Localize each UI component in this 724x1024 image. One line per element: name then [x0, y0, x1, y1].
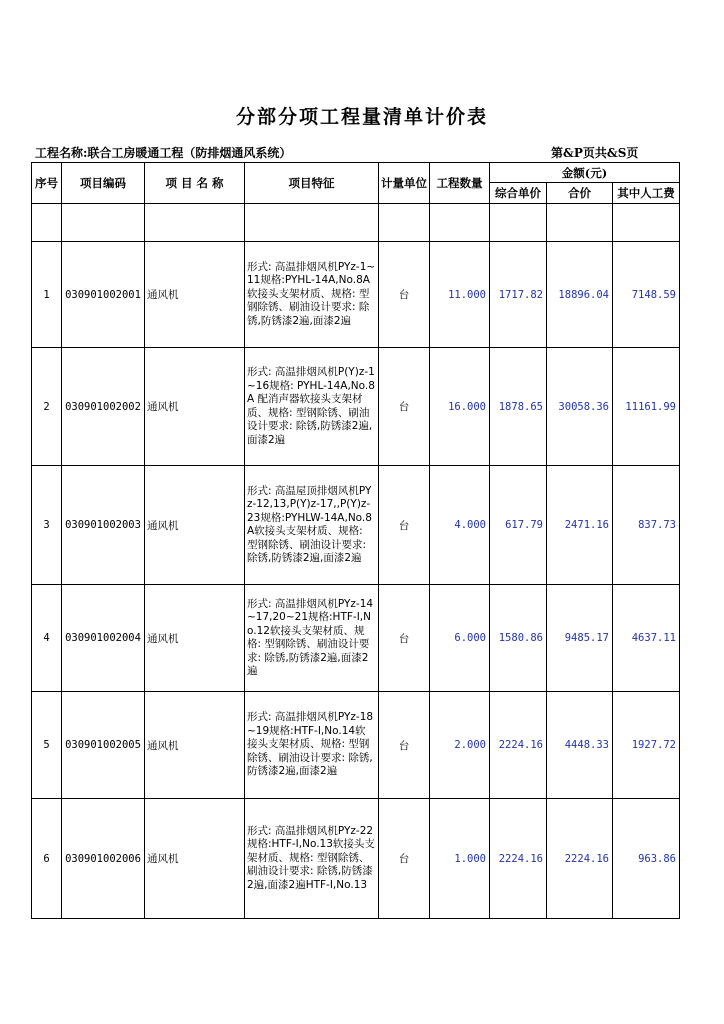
- table-row: [32, 692, 680, 799]
- row-name: 通风机: [145, 799, 245, 919]
- row-code: 030901002005: [62, 692, 145, 799]
- row-code: 030901002003: [62, 466, 145, 585]
- bill-table: [31, 162, 680, 919]
- row-unit-price: 1580.86: [490, 585, 547, 692]
- row-seq: 2: [32, 348, 62, 466]
- row-feature: 形式: 高温排烟风机PYz-14~17,20~21规格:HTF-Ⅰ,No.12软接头支架材质、规格: 型钢除锈、刷油设计要求: 除锈,防锈漆2遍,面漆2遍: [245, 585, 379, 692]
- row-qty: 16.000: [430, 348, 490, 466]
- row-labor: 7148.59: [613, 242, 680, 348]
- row-total: 18896.04: [547, 242, 613, 348]
- row-qty: 4.000: [430, 466, 490, 585]
- header-qty: 工程数量: [430, 163, 490, 204]
- row-qty: 2.000: [430, 692, 490, 799]
- row-unit-price: 2224.16: [490, 692, 547, 799]
- row-labor: 963.86: [613, 799, 680, 919]
- row-code: 030901002004: [62, 585, 145, 692]
- row-name: 通风机: [145, 348, 245, 466]
- row-labor: 1927.72: [613, 692, 680, 799]
- header-total: 合价: [547, 183, 613, 204]
- row-qty: 6.000: [430, 585, 490, 692]
- header-name: 项 目 名 称: [145, 163, 245, 204]
- header-feature: 项目特征: [245, 163, 379, 204]
- table-row: [32, 348, 680, 466]
- row-total: 30058.36: [547, 348, 613, 466]
- row-name: 通风机: [145, 242, 245, 348]
- table-row: [32, 242, 680, 348]
- row-name: 通风机: [145, 466, 245, 585]
- row-unit-price: 2224.16: [490, 799, 547, 919]
- row-unit: 台: [379, 692, 430, 799]
- row-labor: 837.73: [613, 466, 680, 585]
- page-number: 第&P页共&S页: [551, 146, 639, 160]
- page-title: 分部分项工程量清单计价表: [235, 106, 488, 128]
- row-total: 2471.16: [547, 466, 613, 585]
- row-feature: 形式: 高温排烟风机PYz-22规格:HTF-Ⅰ,No.13软接头支架材质、规格: 型钢除锈、刷油设计要求: 除锈,防锈漆2遍,面漆2遍HTF-Ⅰ,No.13: [245, 799, 379, 919]
- row-total: 2224.16: [547, 799, 613, 919]
- row-code: 030901002002: [62, 348, 145, 466]
- table-row: [32, 466, 680, 585]
- row-seq: 5: [32, 692, 62, 799]
- row-code: 030901002006: [62, 799, 145, 919]
- row-seq: 3: [32, 466, 62, 585]
- row-total: 4448.33: [547, 692, 613, 799]
- row-feature: 形式: 高温排烟风机PYz-1~11规格:PYHL-14A,No.8A软接头支架材质、规格: 型钢除锈、刷油设计要求: 除锈,防锈漆2遍,面漆2遍: [245, 242, 379, 348]
- table-row: [32, 585, 680, 692]
- row-unit-price: 1717.82: [490, 242, 547, 348]
- project-name: 工程名称:联合工房暖通工程（防排烟通风系统）: [35, 146, 292, 160]
- row-unit: 台: [379, 242, 430, 348]
- row-unit-price: 617.79: [490, 466, 547, 585]
- row-seq: 6: [32, 799, 62, 919]
- row-feature: 形式: 高温排烟风机PYz-18~19规格:HTF-Ⅰ,No.14软接头支架材质、规格: 型钢除锈、刷油设计要求: 除锈,防锈漆2遍,面漆2遍: [245, 692, 379, 799]
- row-name: 通风机: [145, 585, 245, 692]
- empty-row: [32, 204, 680, 242]
- row-unit-price: 1878.65: [490, 348, 547, 466]
- row-qty: 1.000: [430, 799, 490, 919]
- header-unit: 计量单位: [379, 163, 430, 204]
- row-feature: 形式: 高温排烟风机P(Y)z-1~16规格: PYHL-14A,No.8A 配消声器软接头支架材质、规格: 型钢除锈、刷油设计要求: 除锈,防锈漆2遍,面漆2遍: [245, 348, 379, 466]
- header-amount: 金额(元): [490, 163, 680, 183]
- row-seq: 1: [32, 242, 62, 348]
- row-unit: 台: [379, 585, 430, 692]
- row-feature: 形式: 高温屋顶排烟风机PYz-12,13,P(Y)z-17,,P(Y)z-23规格:PYHLW-14A,No.8A软接头支架材质、规格: 型钢除锈、刷油设计要求: 除锈,防锈漆2遍,面漆2遍: [245, 466, 379, 585]
- row-labor: 4637.11: [613, 585, 680, 692]
- header-seq: 序号: [32, 163, 62, 204]
- row-qty: 11.000: [430, 242, 490, 348]
- row-unit: 台: [379, 348, 430, 466]
- row-unit: 台: [379, 799, 430, 919]
- header-code: 项目编码: [62, 163, 145, 204]
- header-labor: 其中人工费: [613, 183, 680, 204]
- row-name: 通风机: [145, 692, 245, 799]
- row-seq: 4: [32, 585, 62, 692]
- row-unit: 台: [379, 466, 430, 585]
- header-unit-price: 综合单价: [490, 183, 547, 204]
- row-total: 9485.17: [547, 585, 613, 692]
- table-row: [32, 799, 680, 919]
- row-labor: 11161.99: [613, 348, 680, 466]
- row-code: 030901002001: [62, 242, 145, 348]
